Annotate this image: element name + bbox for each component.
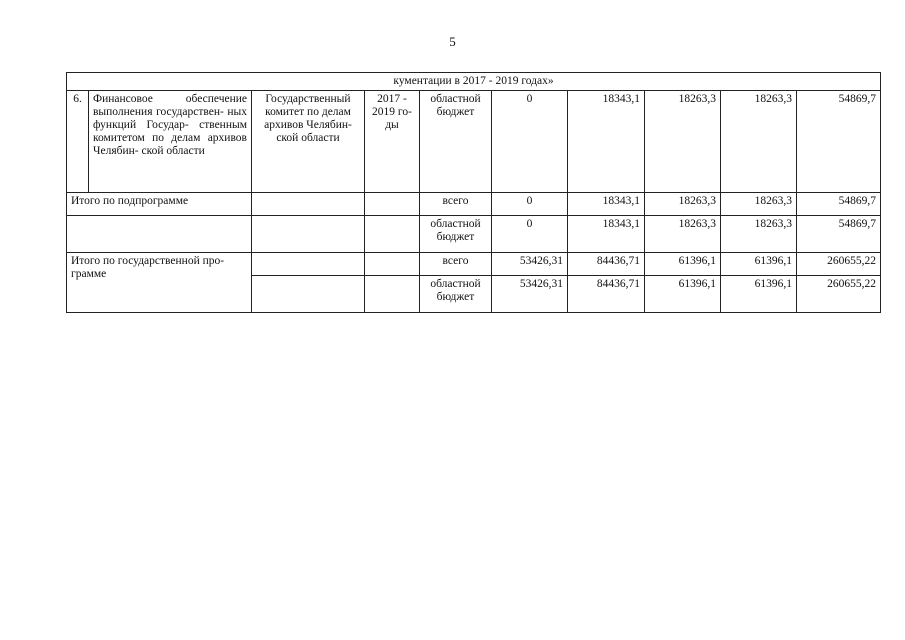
empty-cell	[252, 193, 365, 216]
item-value-2019: 18263,3	[645, 91, 721, 193]
empty-cell	[365, 216, 420, 253]
subprogram-total-label: Итого по подпрограмме	[67, 193, 252, 216]
program-value: 61396,1	[721, 253, 797, 276]
item-executor: Государственный комитет по делам архивов Челябин- ской области	[252, 91, 365, 193]
program-value: 61396,1	[645, 276, 721, 313]
empty-cell	[365, 253, 420, 276]
table-row	[67, 91, 881, 193]
subprogram-value: 0	[492, 216, 568, 253]
section-title: кументации в 2017 - 2019 годах»	[67, 73, 881, 91]
empty-cell	[67, 216, 252, 253]
program-value: 260655,22	[797, 253, 881, 276]
subprogram-source: всего	[420, 193, 492, 216]
subprogram-value: 54869,7	[797, 216, 881, 253]
program-value: 61396,1	[645, 253, 721, 276]
subprogram-value: 18263,3	[721, 193, 797, 216]
item-value-2018: 18343,1	[568, 91, 645, 193]
program-value: 84436,71	[568, 276, 645, 313]
program-value: 53426,31	[492, 253, 568, 276]
empty-cell	[252, 276, 365, 313]
banner-row	[67, 73, 881, 91]
empty-cell	[365, 276, 420, 313]
program-value: 260655,22	[797, 276, 881, 313]
subprogram-value: 54869,7	[797, 193, 881, 216]
program-source: всего	[420, 253, 492, 276]
table-row	[67, 253, 881, 276]
empty-cell	[252, 216, 365, 253]
subprogram-value: 18343,1	[568, 193, 645, 216]
item-value-2020: 18263,3	[721, 91, 797, 193]
program-total-label: Итого по государственной про- грамме	[67, 253, 252, 313]
subprogram-value: 18263,3	[645, 193, 721, 216]
program-source: областной бюджет	[420, 276, 492, 313]
item-number: 6.	[67, 91, 89, 193]
subprogram-value: 18343,1	[568, 216, 645, 253]
budget-table	[66, 72, 881, 313]
subprogram-source: областной бюджет	[420, 216, 492, 253]
empty-cell	[252, 253, 365, 276]
subprogram-value: 18263,3	[721, 216, 797, 253]
subprogram-value: 0	[492, 193, 568, 216]
empty-cell	[365, 193, 420, 216]
table-row	[67, 193, 881, 216]
program-value: 53426,31	[492, 276, 568, 313]
item-value-total: 54869,7	[797, 91, 881, 193]
subprogram-value: 18263,3	[645, 216, 721, 253]
program-value: 84436,71	[568, 253, 645, 276]
page-number: 5	[449, 34, 456, 49]
table-row	[67, 216, 881, 253]
item-source: областной бюджет	[420, 91, 492, 193]
item-name: Финансовое обеспечение выполнения государствен- ных функций Государ- ственным комитетом по делам архивов Челябин- ской области	[89, 91, 252, 193]
program-value: 61396,1	[721, 276, 797, 313]
item-value-2017: 0	[492, 91, 568, 193]
item-period: 2017 - 2019 го- ды	[365, 91, 420, 193]
